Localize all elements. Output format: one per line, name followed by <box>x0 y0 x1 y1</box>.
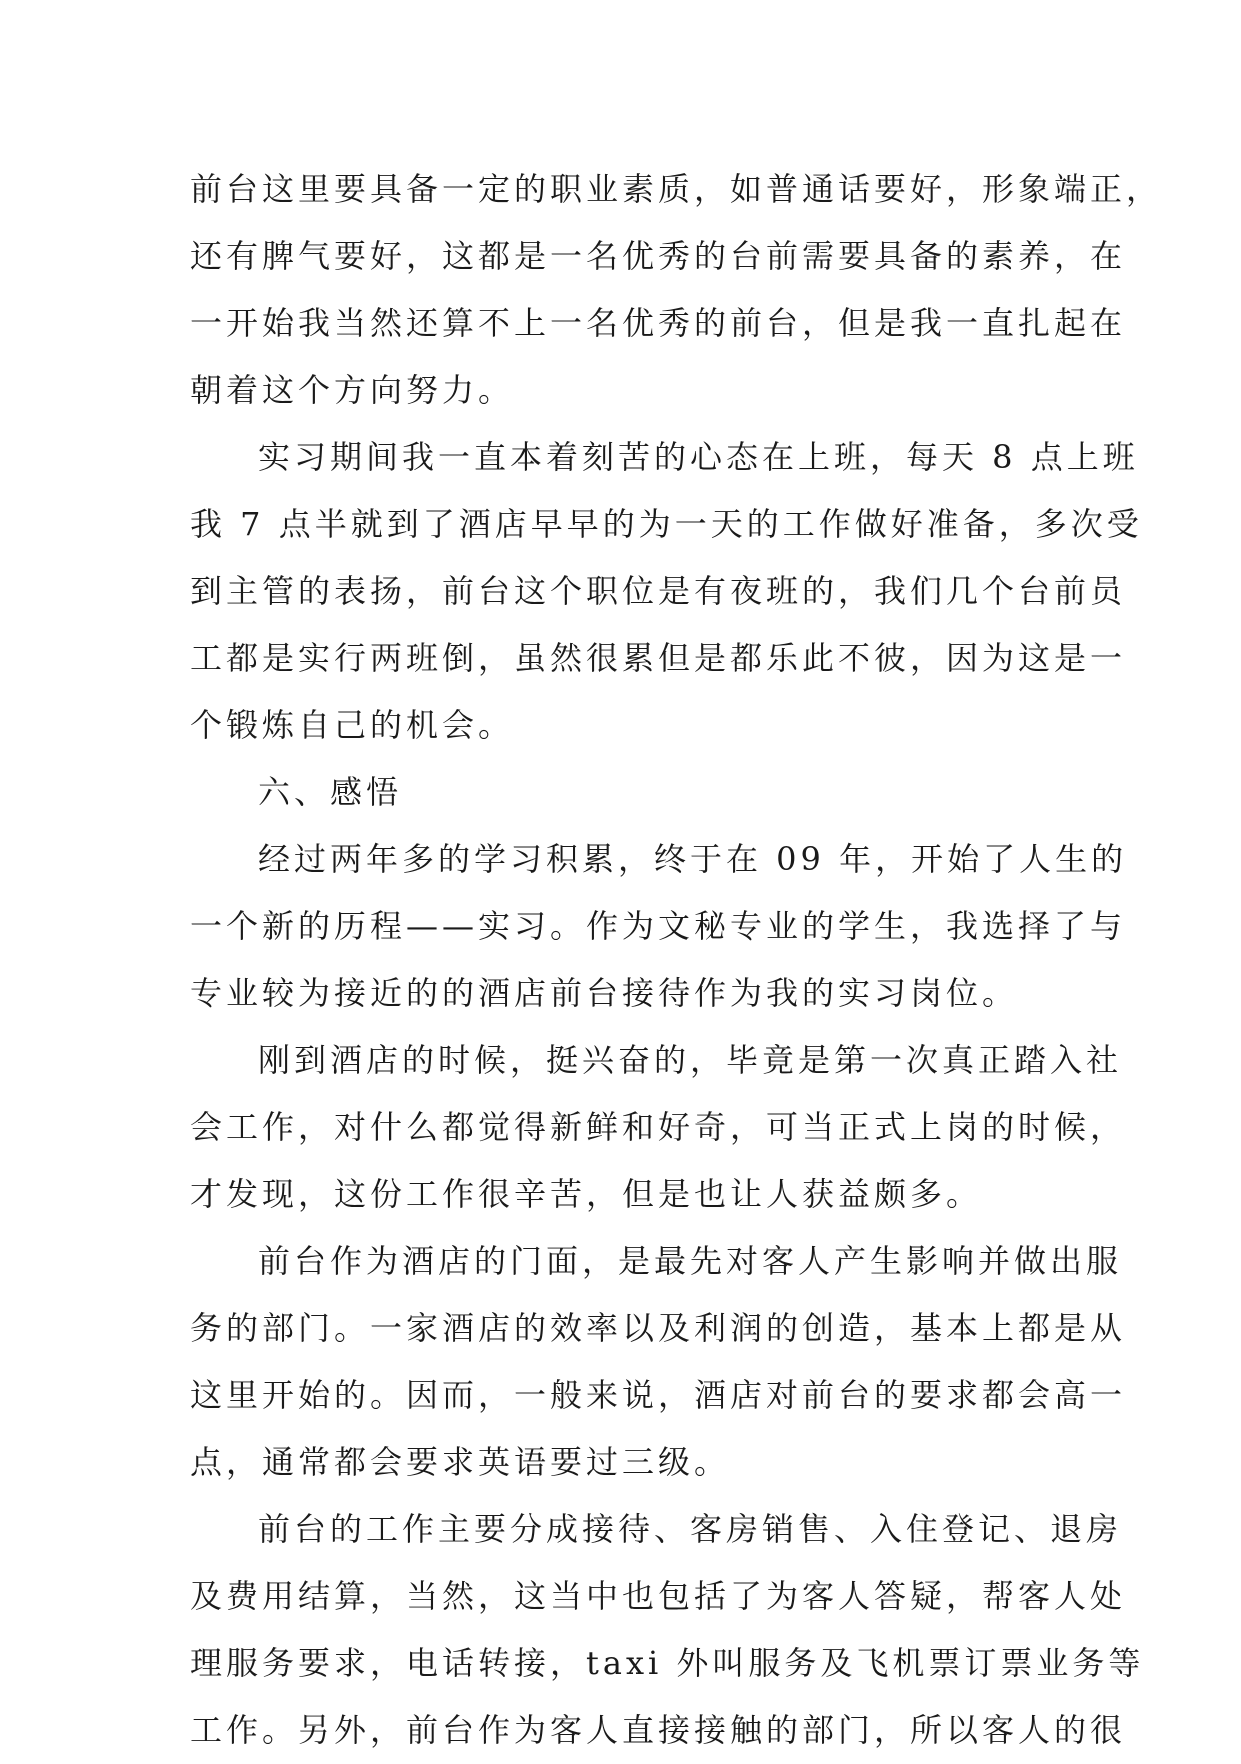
text-line: 个锻炼自己的机会。 <box>190 706 515 744</box>
text-line: 务的部门。一家酒店的效率以及利润的创造，基本上都是从 <box>190 1309 1127 1347</box>
document-body <box>190 156 1163 1764</box>
text-line: 六、感悟 <box>258 773 403 811</box>
text-line: 前台这里要具备一定的职业素质，如普通话要好，形象端正， <box>190 170 1163 208</box>
text-line: 会工作，对什么都觉得新鲜和好奇，可当正式上岗的时候， <box>190 1108 1127 1146</box>
text-line: 理服务要求，电话转接，taxi 外叫服务及飞机票订票业务等 <box>190 1644 1145 1682</box>
text-line: 还有脾气要好，这都是一名优秀的台前需要具备的素养，在 <box>190 237 1127 275</box>
text-line: 及费用结算，当然，这当中也包括了为客人答疑，帮客人处 <box>190 1577 1127 1615</box>
text-line: 工作。另外，前台作为客人直接接触的部门，所以客人的很 <box>190 1711 1127 1749</box>
text-line: 这里开始的。因而，一般来说，酒店对前台的要求都会高一 <box>190 1376 1127 1414</box>
text-line: 经过两年多的学习积累，终于在 09 年，开始了人生的 <box>258 840 1128 878</box>
text-line: 点，通常都会要求英语要过三级。 <box>190 1443 731 1481</box>
text-line: 我 7 点半就到了酒店早早的为一天的工作做好准备，多次受 <box>190 505 1143 543</box>
text-line: 实习期间我一直本着刻苦的心态在上班，每天 8 点上班 <box>258 438 1139 476</box>
text-line: 专业较为接近的的酒店前台接待作为我的实习岗位。 <box>190 974 1019 1012</box>
text-line: 刚到酒店的时候，挺兴奋的，毕竟是第一次真正踏入社 <box>258 1041 1123 1079</box>
text-line: 前台的工作主要分成接待、客房销售、入住登记、退房 <box>258 1510 1123 1548</box>
text-line: 才发现，这份工作很辛苦，但是也让人获益颇多。 <box>190 1175 983 1213</box>
text-line: 工都是实行两班倒，虽然很累但是都乐此不彼，因为这是一 <box>190 639 1127 677</box>
text-line: 前台作为酒店的门面，是最先对客人产生影响并做出服 <box>258 1242 1123 1280</box>
text-line: 朝着这个方向努力。 <box>190 371 515 409</box>
text-line: 到主管的表扬，前台这个职位是有夜班的，我们几个台前员 <box>190 572 1127 610</box>
text-line: 一个新的历程——实习。作为文秘专业的学生，我选择了与 <box>190 907 1127 945</box>
text-line: 一开始我当然还算不上一名优秀的前台，但是我一直扎起在 <box>190 304 1127 342</box>
